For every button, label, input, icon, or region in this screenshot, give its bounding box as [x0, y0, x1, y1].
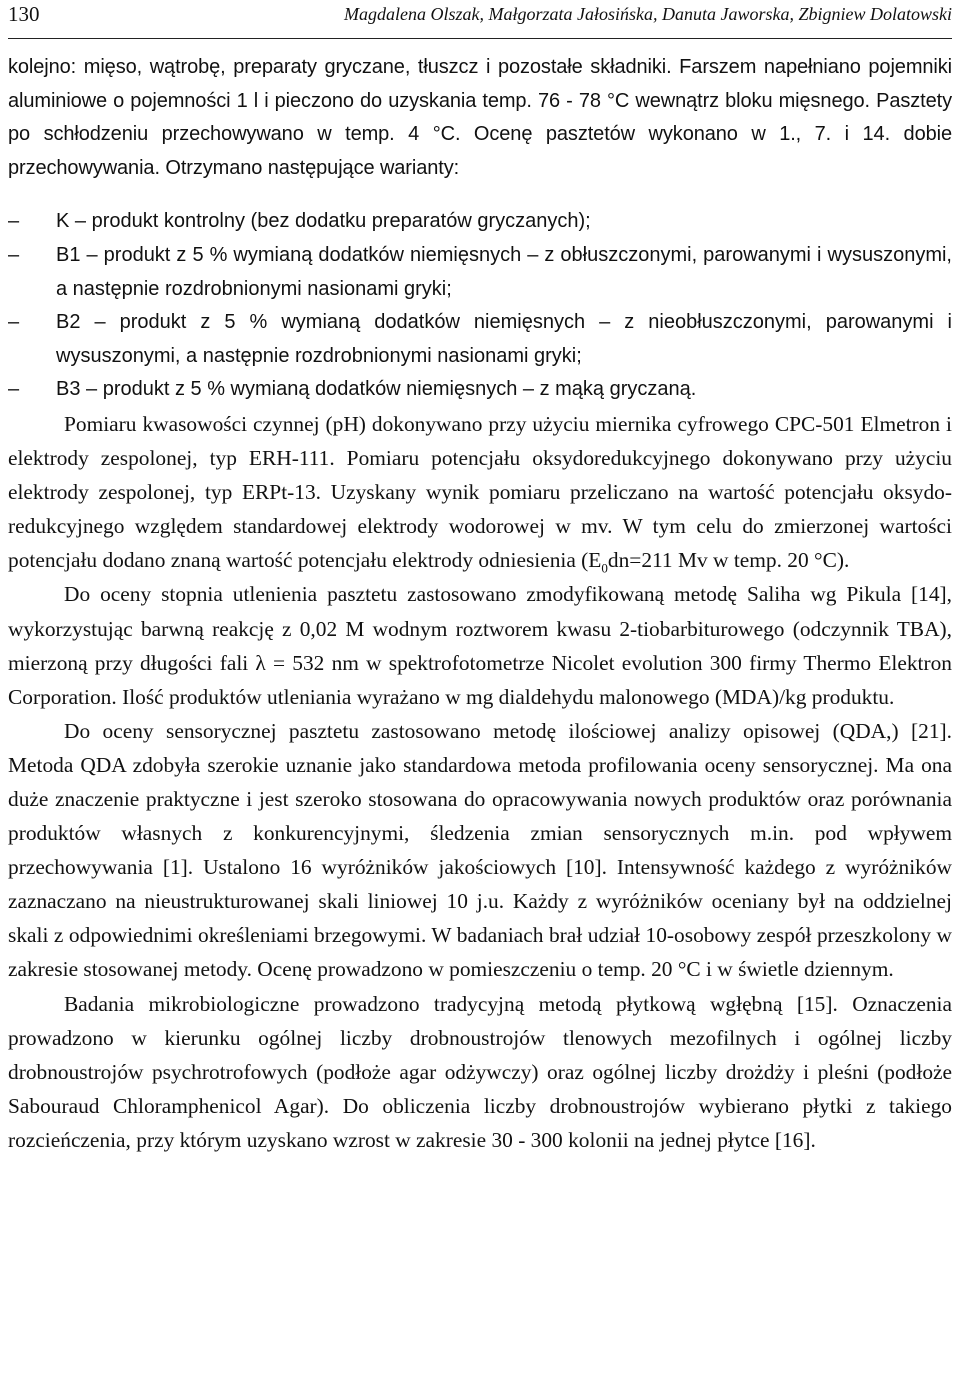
list-item: [8, 373, 952, 407]
variant-text: B3 – produkt z 5 % wymianą dodatków niemięsnych – z mąką gryczaną.: [56, 378, 697, 401]
intro-paragraph: kolejno: mięso, wątrobę, preparaty gryczane, tłuszcz i pozostałe składniki. Farszem napełniano pojemniki aluminiowe o pojemności 1 l i pieczono do uzyskania temp. 76 - 78 °C wewnątrz bloku mięsnego. Pasztety po schłodzeniu przechowywano w temp. 4 °C. Ocenę pasztetów wykonano w 1., 7. i 14. dobie przechowywania. Otrzymano następujące warianty:: [8, 56, 952, 179]
list-item: [8, 205, 952, 239]
subscript: 0: [601, 560, 608, 576]
page: [8, 0, 952, 1157]
variant-text: K – produkt kontrolny (bez dodatku preparatów gryczanych);: [56, 210, 591, 233]
list-dash: –: [8, 210, 20, 233]
page-header: [8, 0, 952, 39]
paragraph-sensory: Do oceny sensorycznej pasztetu zastosowano metodę ilościowej analizy opisowej (QDA,) [21]. Metoda QDA zdobyła szerokie uznanie jako standardowa metoda profilowania oceny sensorycznej. Ma ona duże znaczenie praktyczne i jest szeroko stosowana do opracowywania nowych produktów oraz porównania produktów własnych z konkurencyjnymi, śledzenia zmian sensorycznych m.in. pod wpływem przechowywania [1]. Ustalono 16 wyróżników jakościowych [10]. Intensywność każdego z wyróżników zaznaczano na nieustrukturowanej skali liniowej 10 j.u. Każdy z wyróżników oceniany był na oddzielnej skali z odpowiednimi określeniami brzegowymi. W badaniach brał udział 10-osobowy zespół przeszkolony w zakresie stosowanej metody. Ocenę prowadzono w pomieszczeniu o temp. 20 °C i w świetle dziennym.: [8, 718, 952, 982]
list-dash: –: [8, 243, 20, 266]
paragraph-text: Pomiaru kwasowości czynnej (pH) dokonywano przy użyciu miernika cyfrowego CPC-501 Elmetron i elektrody zespolonej, typ ERH-111. Pomiaru potencjału oksydoredukcyjnego dokonywano przy użyciu elektrody zespolonej, typ ERPt-13. Uzyskany wynik pomiaru przeliczano na wartość potencjału oksydo-redukcyjnego względem standardowej elektrody wodorowej w mv. W tym celu do zmierzonej wartości potencjału dodano znaną wartość potencjału elektrody odniesienia (E: [8, 411, 952, 573]
variant-list: [8, 205, 952, 407]
variant-text: B2 – produkt z 5 % wymianą dodatków niemięsnych – z nieobłuszczonymi, parowanymi i wysuszonymi, a następnie rozdrobnionymi nasionami gryki;: [56, 311, 952, 367]
running-head-authors: Magdalena Olszak, Małgorzata Jałosińska, Danuta Jaworska, Zbigniew Dolatowski: [344, 4, 952, 24]
paragraph-microbiology: Badania mikrobiologiczne prowadzono tradycyjną metodą płytkową wgłębną [15]. Oznaczenia prowadzono w kierunku ogólnej liczby drobnoustrojów tlenowych mezofilnych i ogólnej liczby drobnoustrojów psychrotrofowych (podłoże agar odżywczy) oraz ogólnej liczby drożdży i pleśni (podłoże Sabouraud Chloramphenicol Agar). Do obliczenia liczby drobnoustrojów wybierano płytki z takiego rozcieńczenia, przy którym uzyskano wzrost w zakresie 30 - 300 kolonii na jednej płytce [16].: [8, 991, 952, 1152]
list-item: [8, 306, 952, 373]
list-dash: –: [8, 311, 20, 334]
paragraph-oxidation: Do oceny stopnia utlenienia pasztetu zastosowano zmodyfikowaną metodę Saliha wg Pikula [14], wykorzystując barwną reakcję z 0,02 M wodnym roztworem kwasu 2-tiobarbiturowego (odczynnik TBA), mierzoną przy długości fali λ = 532 nm w spektrofotometrze Nicolet evolution 300 firmy Thermo Elektron Corporation. Ilość produktów utleniania wyrażano w mg dialdehydu malonowego (MDA)/kg produktu.: [8, 582, 952, 709]
list-dash: –: [8, 378, 20, 401]
paragraph-text: dn=211 Mv w temp. 20 °C).: [607, 548, 850, 573]
list-item: [8, 239, 952, 306]
variant-text: B1 – produkt z 5 % wymianą dodatków niemięsnych – z obłuszczonymi, parowanymi i wysuszonymi, a następnie rozdrobnionymi nasionami gryki;: [56, 243, 952, 300]
paragraph-ph-measurement: [8, 407, 952, 577]
page-number: 130: [8, 2, 40, 26]
